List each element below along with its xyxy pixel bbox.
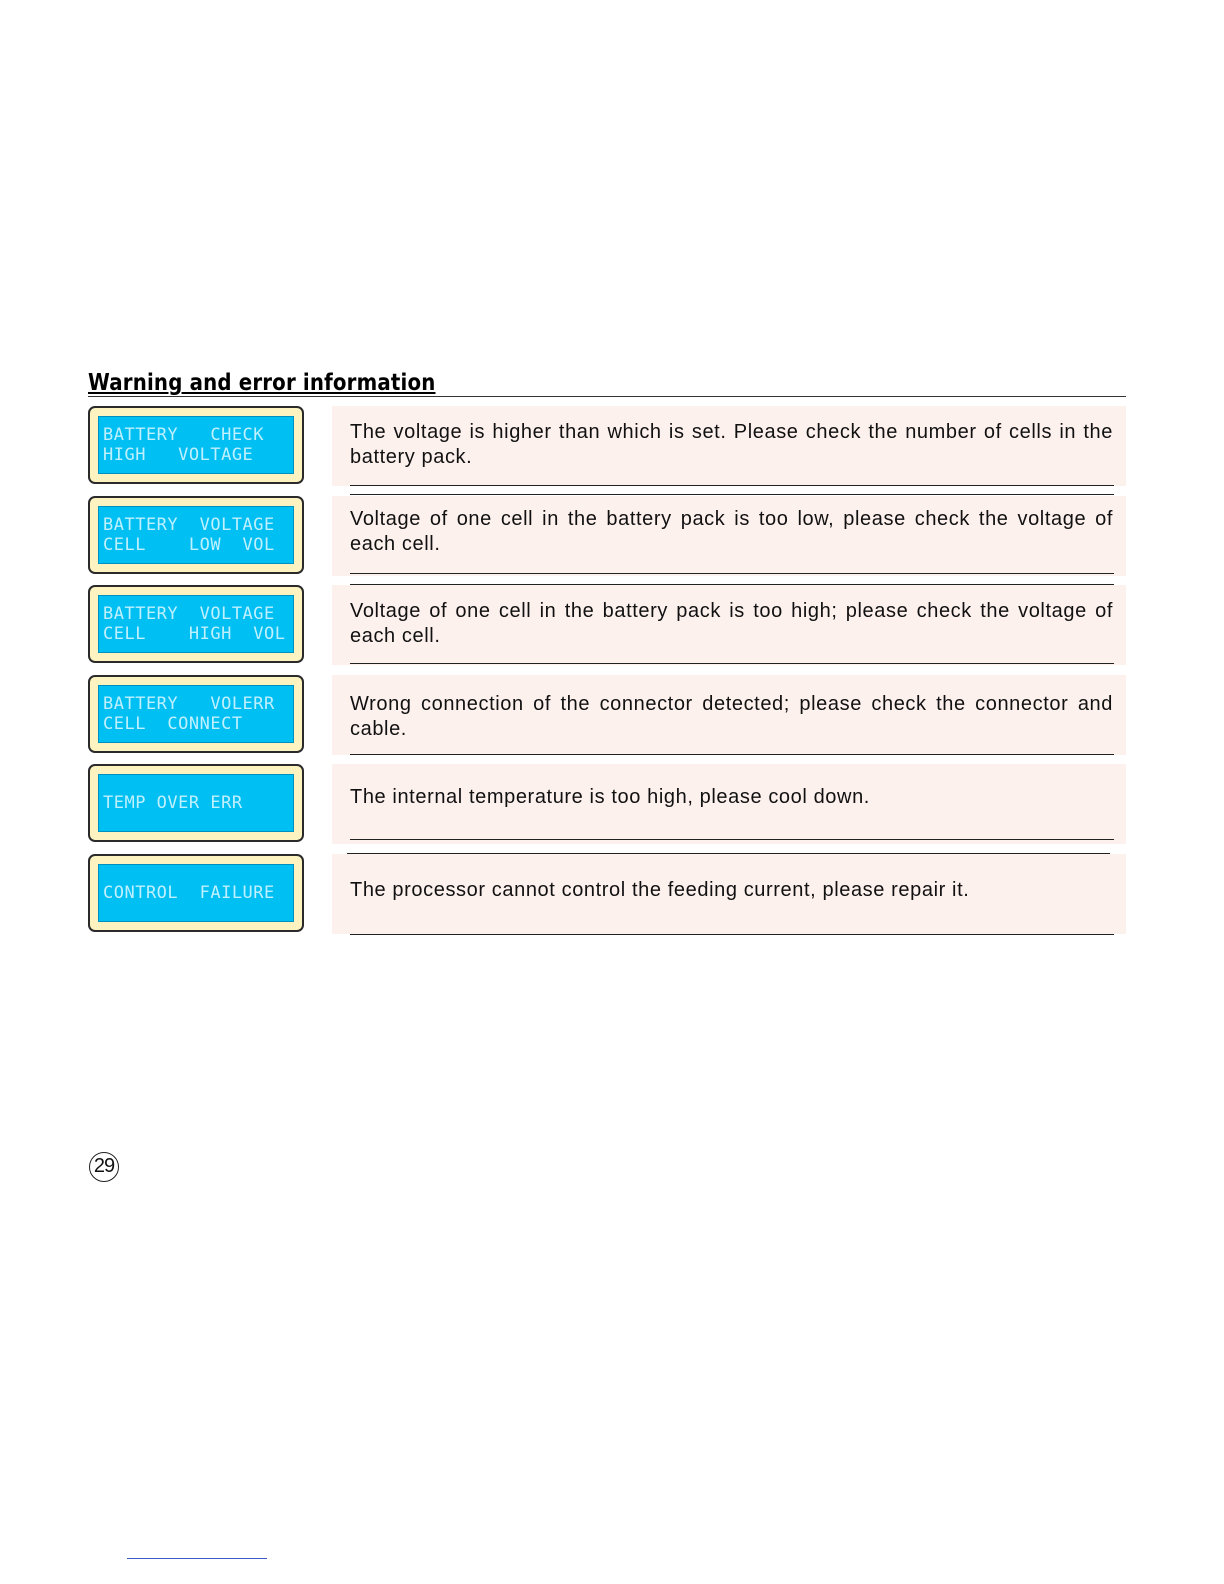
- row-rule: [350, 934, 1114, 935]
- warning-description: [332, 764, 1126, 844]
- lcd-display: [88, 675, 304, 753]
- warning-description: [332, 675, 1126, 755]
- lcd-line-2: HIGH VOLTAGE: [103, 445, 254, 465]
- lcd-line-2: CELL LOW VOL: [103, 535, 275, 555]
- lcd-display: [88, 496, 304, 574]
- warning-description: [332, 854, 1126, 934]
- lcd-display: [88, 854, 304, 932]
- lcd-line-1: TEMP OVER ERR: [103, 793, 243, 813]
- lcd-line-2: CELL HIGH VOL: [103, 624, 286, 644]
- description-text: Wrong connection of the connector detected; please check the connector and cable.: [350, 693, 1113, 740]
- lcd-screen: [98, 506, 294, 564]
- section-title: Warning and error information: [88, 370, 436, 396]
- row-rule: [350, 494, 1114, 495]
- description-text: The internal temperature is too high, please cool down.: [350, 786, 870, 808]
- lcd-screen: [98, 685, 294, 743]
- lcd-line-1: BATTERY VOLTAGE: [103, 515, 275, 535]
- row-rule: [350, 663, 1114, 664]
- description-text: Voltage of one cell in the battery pack is too high; please check the voltage of each cell.: [350, 600, 1113, 647]
- lcd-line-2: CELL CONNECT: [103, 714, 243, 734]
- warning-description: [332, 585, 1126, 665]
- row-rule: [350, 573, 1114, 574]
- lcd-display: [88, 585, 304, 663]
- lcd-screen: [98, 595, 294, 653]
- lcd-line-1: BATTERY VOLTAGE: [103, 604, 275, 624]
- description-text: The voltage is higher than which is set. Please check the number of cells in the battery pack.: [350, 421, 1113, 468]
- row-rule: [350, 485, 1114, 486]
- description-text: Voltage of one cell in the battery pack is too low, please check the voltage of each cell.: [350, 508, 1113, 555]
- lcd-display: [88, 406, 304, 484]
- warning-description: [332, 406, 1126, 486]
- lcd-display: [88, 764, 304, 842]
- lcd-line-1: BATTERY CHECK: [103, 425, 265, 445]
- lcd-line-1: BATTERY VOLERR: [103, 694, 275, 714]
- footer-rule: [127, 1558, 267, 1559]
- lcd-screen: [98, 774, 294, 832]
- lcd-screen: [98, 864, 294, 922]
- lcd-line-1: CONTROL FAILURE: [103, 883, 275, 903]
- warning-description: [332, 496, 1126, 576]
- description-text: The processor cannot control the feeding current, please repair it.: [350, 879, 970, 901]
- page-number: 29: [89, 1152, 119, 1182]
- title-rule: [88, 396, 1126, 397]
- lcd-screen: [98, 416, 294, 474]
- row-rule: [350, 754, 1114, 755]
- row-rule: [350, 839, 1114, 840]
